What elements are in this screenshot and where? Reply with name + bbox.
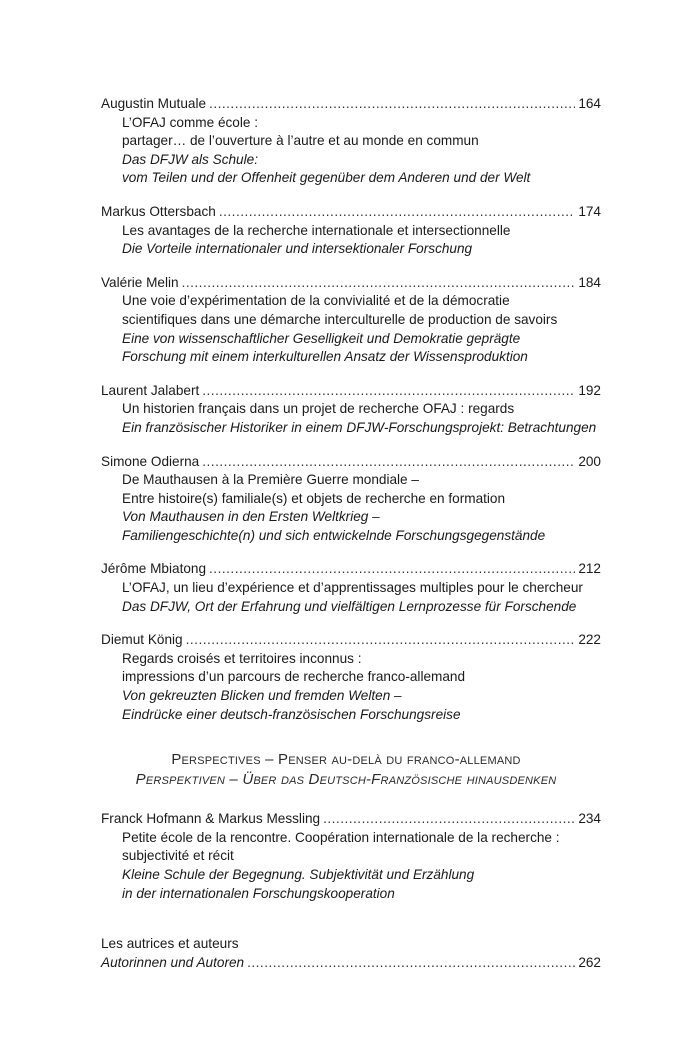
title-line-de: Eine von wissenschaftlicher Geselligkeit und Demokratie geprägte (122, 330, 521, 346)
entry-author: Jérôme Mbiatong (101, 561, 207, 577)
toc-entry (101, 203, 601, 259)
entry-titles (101, 292, 601, 366)
leader-dots (186, 631, 576, 650)
page-number: 164 (578, 96, 601, 111)
page-number: 222 (578, 632, 601, 648)
title-line-fr: subjectivité et récit (122, 848, 234, 864)
leader-dots (219, 203, 575, 222)
entry-titles (101, 650, 601, 724)
page-number: 262 (578, 954, 601, 970)
entry-head (101, 560, 601, 579)
entry-head (101, 95, 601, 114)
leader-dots (247, 954, 575, 973)
entry-titles (101, 222, 601, 259)
title-line-de: vom Teilen und der Offenheit gegenüber dem Anderen und der Welt (122, 170, 531, 186)
title-line-de: Von Mauthausen in den Ersten Weltkrieg – (122, 509, 380, 525)
title-line-de: Kleine Schule der Begegnung. Subjektivität und Erzählung (122, 867, 475, 882)
section-title-de: Perspektiven – Über das Deutsch-Französische hinausdenken (135, 771, 557, 789)
title-line-fr: partager… de l’ouverture à l’autre et au monde en commun (122, 133, 479, 149)
toc-entry (101, 274, 601, 367)
title-line-de: Eindrücke einer deutsch-französischen Forschungsreise (122, 706, 461, 722)
entry-author: Valérie Melin (101, 274, 179, 290)
authors-label-fr: Les autrices et auteurs (101, 936, 239, 952)
title-line-fr: L’OFAJ, un lieu d’expérience et d’apprentissages multiples pour le chercheur (122, 580, 583, 596)
title-line-fr: Les avantages de la recherche internationale et intersectionnelle (122, 222, 511, 238)
entry-author: Franck Hofmann & Markus Messling (101, 811, 321, 827)
page-number: 192 (578, 382, 601, 398)
page-number: 184 (578, 274, 601, 290)
title-line-de: Das DFJW, Ort der Erfahrung und vielfältigen Lernprozesse für Forschende (122, 598, 577, 614)
section-heading (91, 750, 601, 790)
leader-dots (202, 382, 575, 401)
entry-author: Laurent Jalabert (101, 382, 200, 398)
title-line-de: Familiengeschichte(n) und sich entwickelnde Forschungsgegenstände (122, 527, 546, 543)
title-line-de: Die Vorteile internationaler und intersektionaler Forschung (122, 241, 473, 257)
title-line-fr: Regards croisés et territoires inconnus : (122, 650, 362, 666)
title-line-fr: Entre histoire(s) familiale(s) et objets de recherche en formation (122, 490, 506, 506)
title-line-de: Ein französischer Historiker in einem DFJW-Forschungsprojekt: Betrachtungen (122, 419, 597, 435)
toc-entry (101, 560, 601, 616)
entry-titles (101, 579, 601, 616)
entry-author: Diemut König (101, 632, 183, 648)
leader-dots (209, 95, 575, 114)
title-line-fr: Petite école de la rencontre. Coopération internationale de la recherche : (122, 829, 560, 845)
toc-entry (101, 95, 601, 188)
entry-head (101, 453, 601, 472)
entry-head (101, 810, 601, 829)
toc-entries (101, 95, 601, 724)
entry-author: Augustin Mutuale (101, 96, 207, 111)
toc-entry (101, 810, 601, 903)
entry-head (101, 203, 601, 222)
leader-dots (323, 810, 575, 829)
authors-label-de: Autorinnen und Autoren (101, 954, 245, 970)
title-line-fr: impressions d’un parcours de recherche franco-allemand (122, 669, 466, 685)
page-number: 234 (578, 811, 601, 827)
toc-entry (101, 382, 601, 438)
authors-head (101, 954, 601, 973)
page-number: 212 (578, 561, 601, 577)
title-line-de: Das DFJW als Schule: (122, 151, 258, 167)
page-number: 174 (578, 203, 601, 219)
title-line-fr: Une voie d’expérimentation de la convivialité et de la démocratie (122, 293, 510, 309)
leader-dots (209, 560, 575, 579)
title-line-fr: scientifiques dans une démarche interculturelle de production de savoirs (122, 311, 558, 327)
leader-dots (182, 274, 576, 293)
entry-head (101, 631, 601, 650)
entry-head (101, 382, 601, 401)
title-line-de: in der internationalen Forschungskooperation (122, 885, 395, 901)
toc-entry (101, 453, 601, 546)
authors-entry (101, 935, 601, 972)
entry-author: Markus Ottersbach (101, 203, 216, 219)
title-line-de: Von gekreuzten Blicken und fremden Welten – (122, 688, 402, 704)
entry-head (101, 274, 601, 293)
title-line-fr: L’OFAJ comme école : (122, 114, 258, 130)
toc-entry (101, 631, 601, 724)
entry-titles (101, 400, 601, 437)
section-title-fr: Perspectives – Penser au-delà du franco-allemand (171, 751, 521, 769)
table-of-contents (101, 95, 601, 972)
title-line-fr: Un historien français dans un projet de recherche OFAJ : regards (122, 401, 515, 417)
leader-dots (202, 453, 575, 472)
entry-titles (101, 114, 601, 188)
entry-titles (101, 829, 601, 903)
page-number: 200 (578, 453, 601, 469)
section-entries (101, 810, 601, 903)
entry-author: Simone Odierna (101, 453, 200, 469)
title-line-fr: De Mauthausen à la Première Guerre mondiale – (122, 472, 419, 488)
entry-titles (101, 471, 601, 545)
title-line-de: Forschung mit einem interkulturellen Ansatz der Wissensproduktion (122, 349, 528, 365)
